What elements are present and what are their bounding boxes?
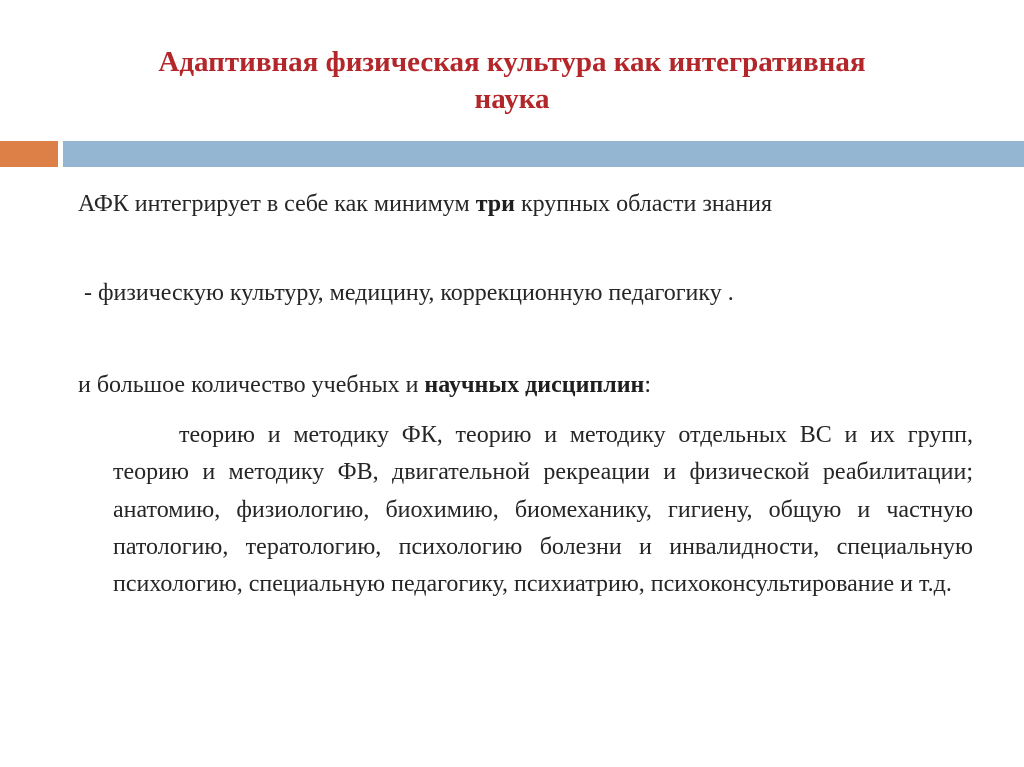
paragraph-disciplines <box>78 368 972 402</box>
paragraph-discipline-list: теорию и методику ФК, теорию и методику отдельных ВС и их групп, теорию и методику ФВ, двигательной рекреации и физической реабилитации; анатомию, физиологию, биохимию, биомеханику, гигиену, общую и частную патологию, тератологию, психологию болезни и инвалидности, специальную психологию, специальную педагогику, психиатрию, психоконсультирование и т.д. <box>113 422 973 598</box>
paragraph-integration-lead: АФК интегрирует в себе как минимум <box>78 191 476 217</box>
orange-accent-bar <box>0 141 58 167</box>
paragraph-disciplines-lead: и большое количество учебных и <box>78 372 425 398</box>
slide-title-line-1: Адаптивная физическая культура как интегративная <box>158 46 866 78</box>
blue-divider-bar <box>63 141 1024 167</box>
paragraph-integration-tail: крупных области знания <box>514 191 773 217</box>
paragraph-integration <box>78 187 972 221</box>
slide-title-line-2: наука <box>474 83 550 115</box>
paragraph-disciplines-bold: научных дисциплин <box>424 372 645 398</box>
slide-title <box>70 44 954 118</box>
paragraph-disciplines-tail: : <box>644 372 652 398</box>
paragraph-fields: - физическую культуру, медицину, коррекционную педагогику . <box>84 280 734 306</box>
paragraph-integration-bold: три <box>475 191 515 217</box>
